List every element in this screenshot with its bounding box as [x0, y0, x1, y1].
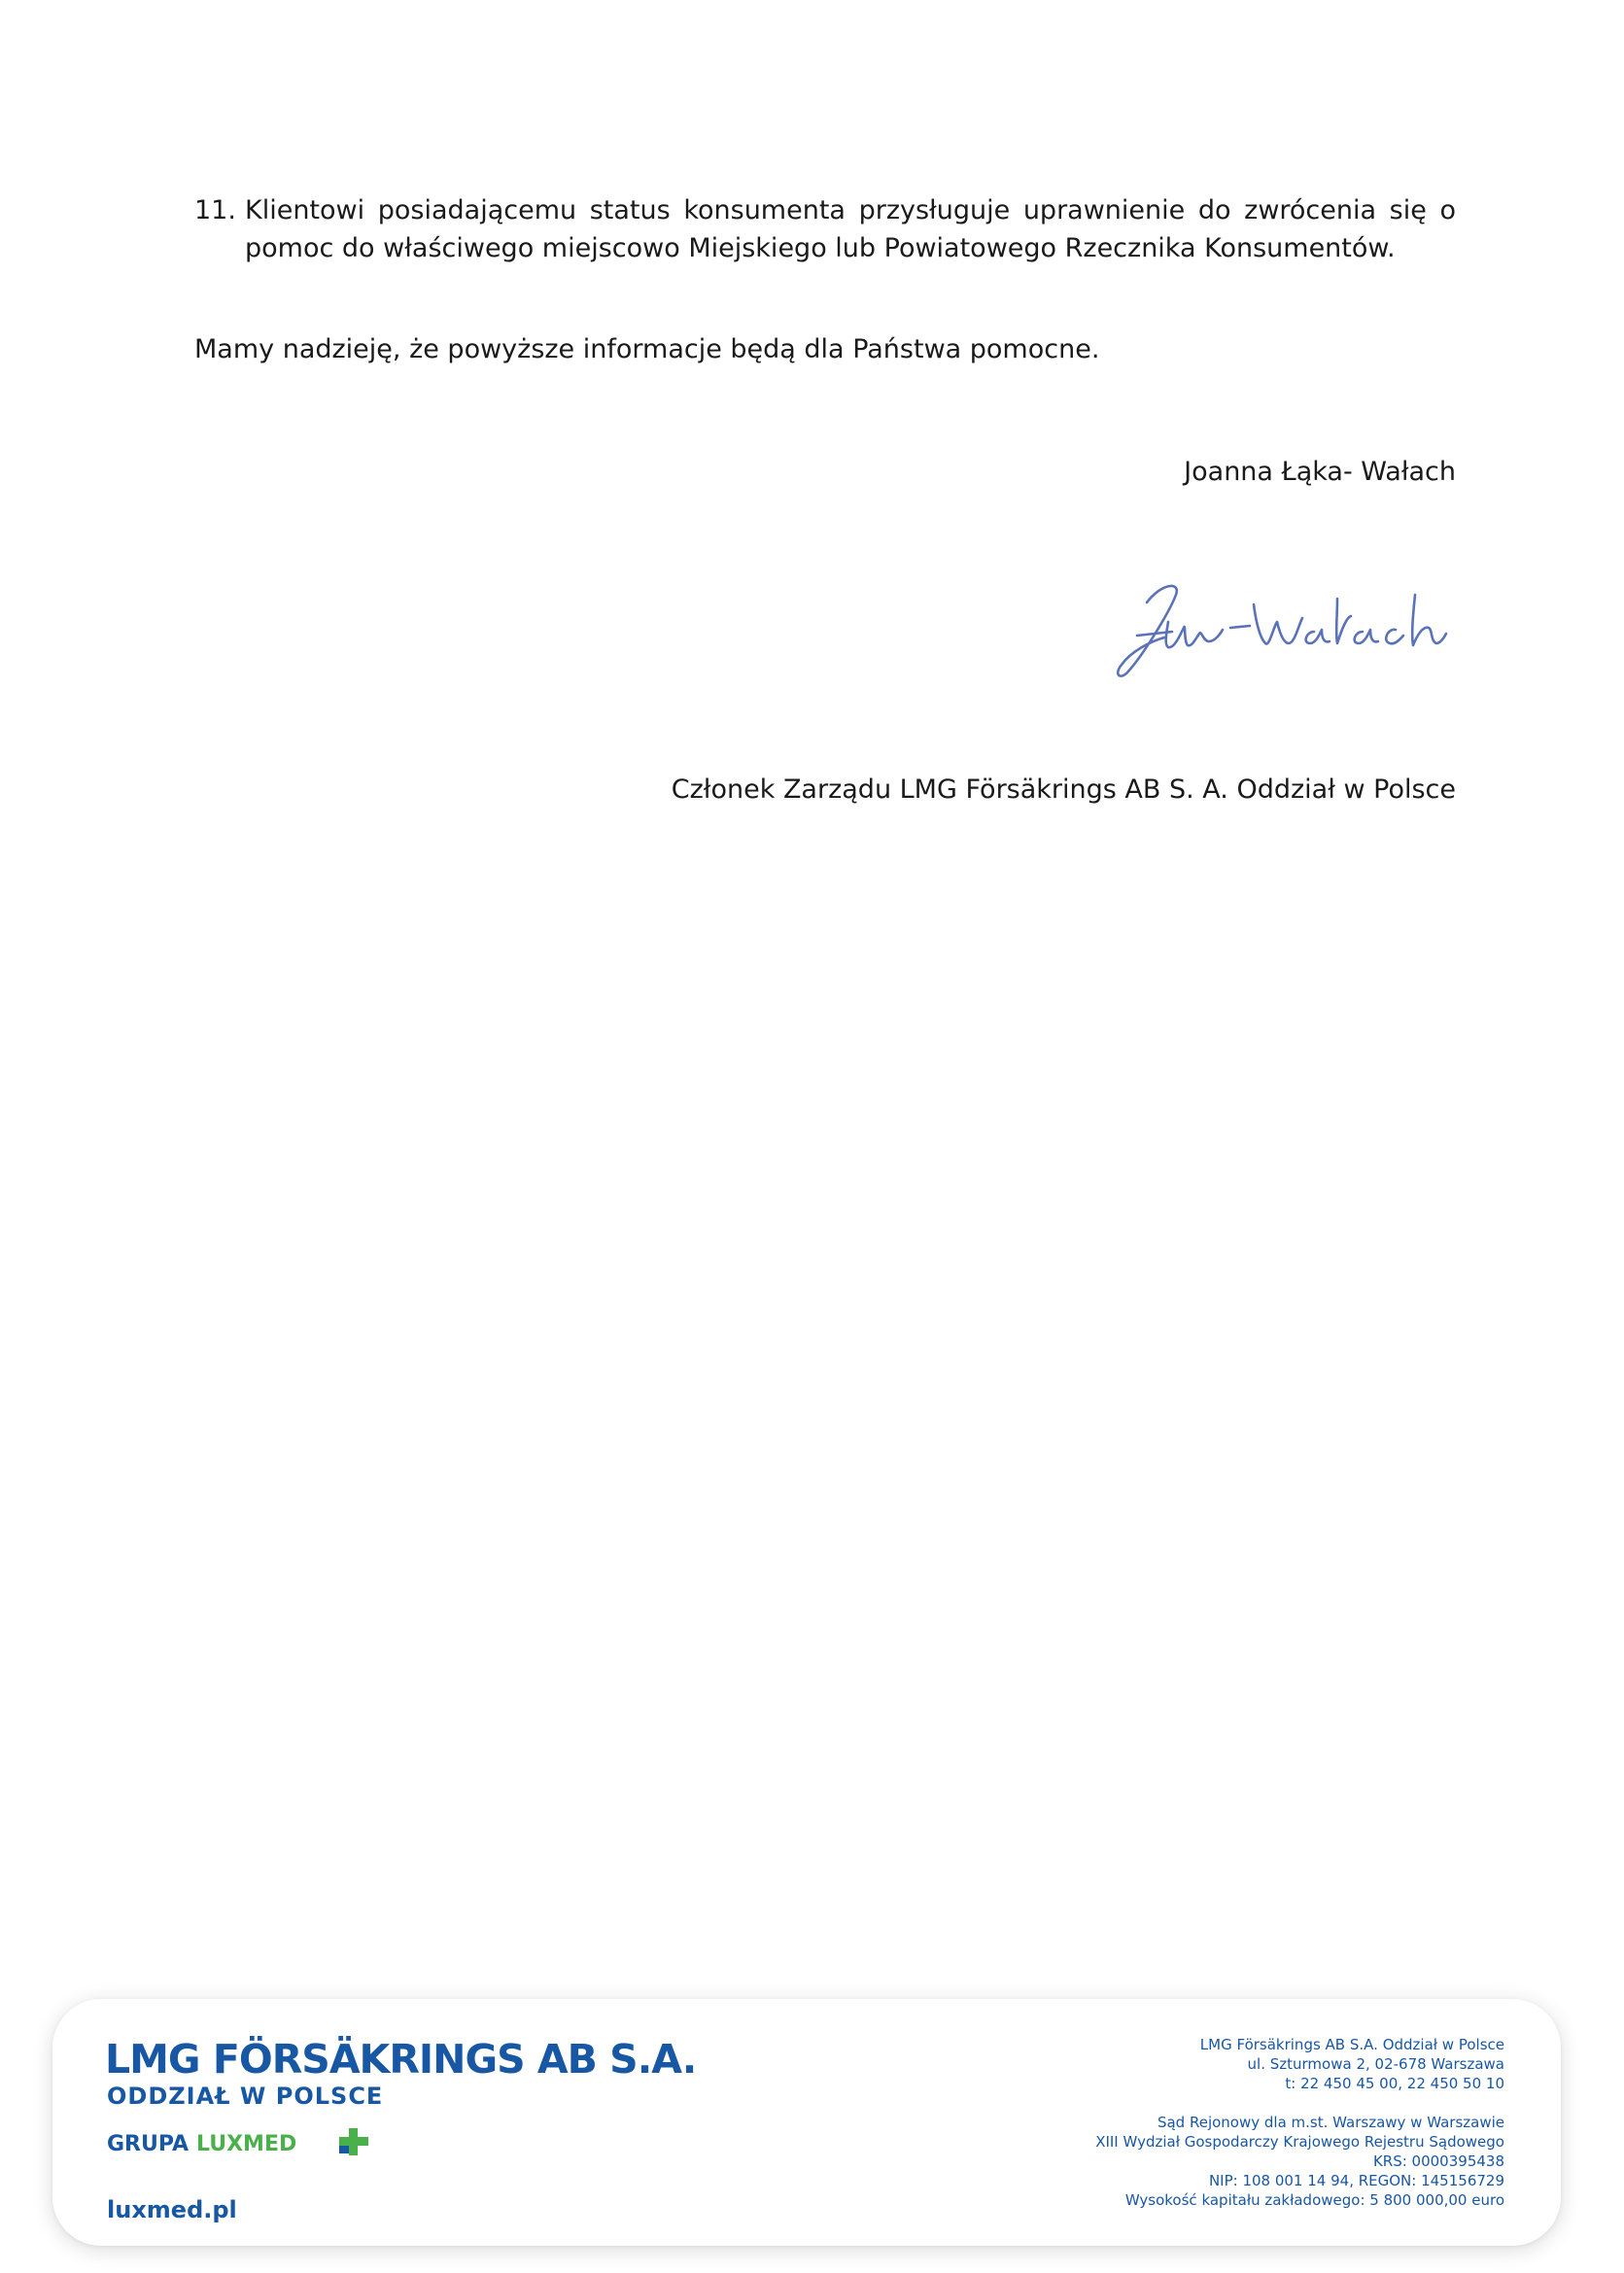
registry-capital: Wysokość kapitału zakładowego: 5 800 000,00 euro: [1124, 2191, 1504, 2209]
company-address: ul. Szturmowa 2, 02-678 Warszawa: [1247, 2055, 1504, 2073]
group-logo: [107, 2132, 296, 2171]
group-name: LUXMED: [196, 2132, 297, 2156]
plus-icon: [337, 2126, 370, 2159]
numbered-item-11: [194, 191, 1456, 267]
registry-krs: KRS: 0000395438: [1372, 2152, 1504, 2170]
company-name: LMG Försäkrings AB S.A. Oddział w Polsce: [1199, 2036, 1504, 2053]
brand-name: LMG FÖRSÄKRINGS AB S.A.: [105, 2036, 697, 2083]
website-link[interactable]: luxmed.pl: [107, 2196, 237, 2223]
signer-name: Joanna Łąka- Wałach: [1184, 457, 1456, 487]
closing-sentence: Mamy nadzieję, że powyższe informacje będą dla Państwa pomocne.: [194, 334, 1100, 364]
group-prefix: GRUPA: [107, 2132, 189, 2156]
company-legal-info: [1095, 2035, 1504, 2210]
registry-department: XIII Wydział Gospodarczy Krajowego Rejestru Sądowego: [1095, 2133, 1504, 2151]
letterhead-footer: [52, 1999, 1561, 2246]
brand-subtitle: ODDZIAŁ W POLSCE: [107, 2083, 384, 2110]
company-phone: t: 22 450 45 00, 22 450 50 10: [1285, 2075, 1504, 2092]
item-number: 11.: [194, 195, 236, 225]
registry-nip-regon: NIP: 108 001 14 94, REGON: 145156729: [1208, 2172, 1504, 2189]
signer-role: Członek Zarządu LMG Försäkrings AB S. A. Oddział w Polsce: [671, 775, 1456, 805]
item-text: Klientowi posiadającemu status konsumenta przysługuje uprawnienie do zwrócenia się o pomoc do właściwego miejscowo Miejskiego lub Powiatowego Rzecznika Konsumentów.: [245, 195, 1456, 263]
handwritten-signature: [1108, 573, 1458, 685]
registry-court: Sąd Rejonowy dla m.st. Warszawy w Warszawie: [1157, 2114, 1504, 2131]
